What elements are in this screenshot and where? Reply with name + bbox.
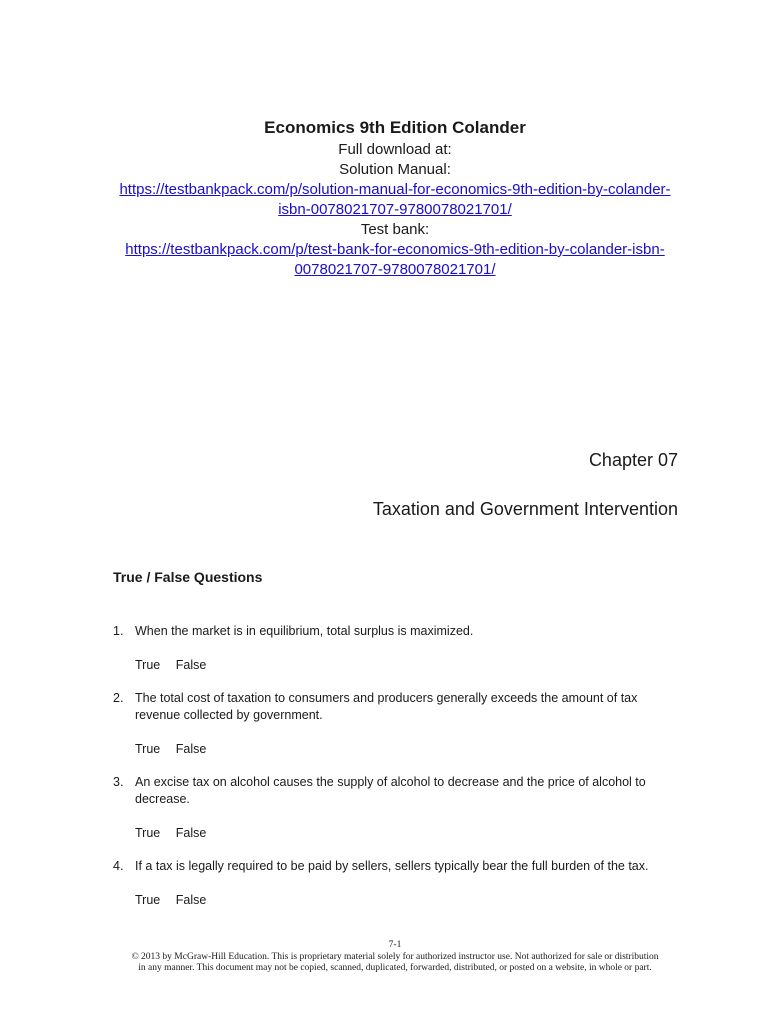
question-text: If a tax is legally required to be paid by sellers, sellers typically bear the full burden of the tax. (135, 859, 649, 873)
question-text: An excise tax on alcohol causes the supply of alcohol to decrease and the price of alcohol to decrease. (135, 775, 646, 806)
answer-options (135, 741, 673, 758)
document-header (60, 116, 730, 280)
solution-manual-link-line2: isbn-0078021707-9780078021701/ (278, 201, 512, 218)
section-heading: True / False Questions (113, 569, 263, 585)
solution-manual-link-line1: https://testbankpack.com/p/solution-manual-for-economics-9th-edition-by-colander- (119, 181, 671, 198)
page-footer (100, 940, 690, 975)
option-false[interactable]: False (175, 826, 207, 840)
test-bank-link[interactable] (60, 240, 730, 280)
option-false[interactable]: False (175, 742, 207, 756)
option-true[interactable]: True (135, 826, 161, 840)
question-item (113, 774, 673, 842)
document-title: Economics 9th Edition Colander (264, 118, 526, 137)
question-text: When the market is in equilibrium, total surplus is maximized. (135, 624, 474, 638)
answer-options (135, 825, 673, 842)
solution-manual-label: Solution Manual: (339, 161, 451, 178)
option-true[interactable]: True (135, 742, 161, 756)
test-bank-link-line2: 0078021707-9780078021701/ (294, 261, 496, 278)
answer-options (135, 892, 673, 909)
question-number: 1. (113, 624, 124, 638)
question-item (113, 858, 673, 909)
option-false[interactable]: False (175, 658, 207, 672)
question-number: 2. (113, 691, 124, 705)
answer-options (135, 657, 673, 674)
full-download-label: Full download at: (338, 141, 452, 158)
option-true[interactable]: True (135, 893, 161, 907)
question-text: The total cost of taxation to consumers and producers generally exceeds the amount of tax revenue collected by government. (135, 691, 638, 722)
page-number: 7-1 (388, 940, 402, 950)
chapter-number: Chapter 07 (588, 450, 678, 470)
question-number: 3. (113, 775, 124, 789)
question-item (113, 690, 673, 758)
chapter-title: Taxation and Government Intervention (372, 499, 678, 519)
test-bank-label: Test bank: (360, 221, 430, 238)
copyright-line-1: © 2013 by McGraw-Hill Education. This is proprietary material solely for authorized instructor use. Not authorized for sale or distribution (131, 951, 659, 962)
question-number: 4. (113, 859, 124, 873)
solution-manual-link[interactable] (60, 180, 730, 220)
option-false[interactable]: False (175, 893, 207, 907)
copyright-line-2: in any manner. This document may not be copied, scanned, duplicated, forwarded, distributed, or posted on a website, in whole or part. (138, 963, 652, 973)
option-true[interactable]: True (135, 658, 161, 672)
test-bank-link-line1: https://testbankpack.com/p/test-bank-for-economics-9th-edition-by-colander-isbn- (125, 241, 665, 258)
question-item (113, 623, 673, 674)
